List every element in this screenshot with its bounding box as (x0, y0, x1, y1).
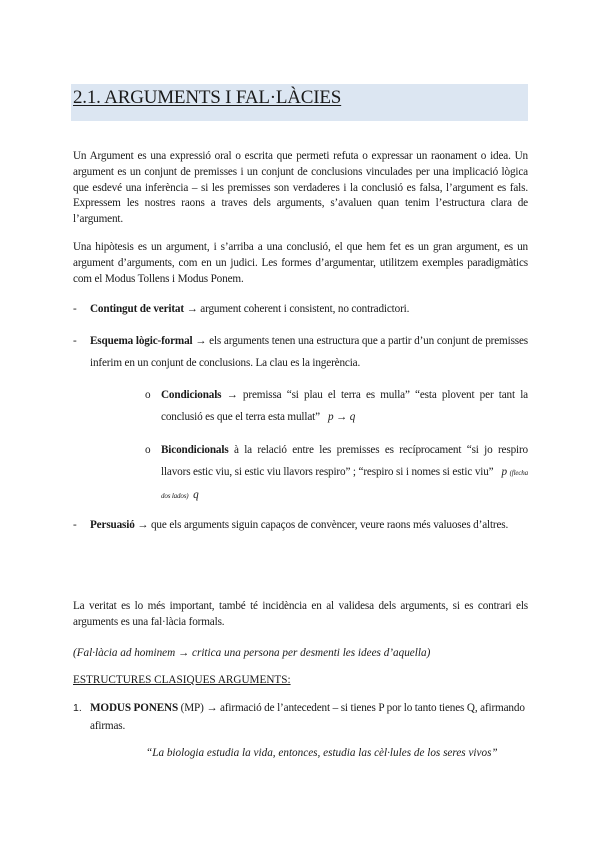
subitem (161, 384, 528, 428)
subitem-formula: p (501, 466, 507, 478)
subitem-term: Condicionals (161, 389, 222, 401)
subitem-description: à la relació entre les premisses es recíprocament “si jo respiro llavors estic viu, si estic viu llavors respiro” ; “respiro si i nomes si estic viu” (161, 444, 528, 478)
bullet-marker: - (73, 519, 77, 531)
fallacy-note: (Fal·làcia ad hominem → critica una persona per desmenti les idees d’aquella) (73, 647, 431, 659)
subitem-marker: o (145, 444, 151, 456)
hypothesis-paragraph: Una hipòtesis es un argument, i s’arriba a una conclusió, el que hem fet es un gran argument, es un argument d’arguments, com en un judici. Les formes d’argumentar, utilitzem exemples paradigmàtics com el Modus Tollens i Modus Ponem. (73, 241, 528, 285)
section-title-bar (71, 84, 528, 121)
numbered-item (90, 699, 530, 735)
bullet-marker: - (73, 303, 77, 315)
subitem-marker: o (145, 389, 151, 401)
structures-heading: ESTRUCTURES CLASIQUES ARGUMENTS: (73, 674, 291, 686)
subitem-term: Bicondicionals (161, 444, 229, 456)
numbered-term: MODUS PONENS (90, 702, 179, 714)
bullet-term: Esquema lògic-formal (90, 335, 193, 347)
section-title: 2.1. ARGUMENTS I FAL·LÀCIES (73, 87, 342, 108)
numbered-marker: 1. (73, 702, 82, 714)
bullet-item (90, 330, 528, 374)
subitem-note: (flecha dos lados) (161, 469, 528, 500)
subitem (161, 439, 528, 507)
bullet-description: → els arguments tenen una estructura que a partir d’un conjunt de premisses inferim en un conjunt de conclusions. La clau es la ingerència. (90, 335, 528, 369)
subitem-formula: p → q (327, 411, 356, 423)
intro-paragraph: Un Argument es una expressió oral o escrita que permeti refuta o expressar un raonament o idea. Un argument es un conjunt de premisses i un conjunt de conclusions vinculades per una implicació lògica que esdevé una inferència – si les premisses son verdaderes i la conclusió es falsa, l’argument es fals. Expressem les nostres raons a traves dels arguments, s’avaluen quan tenim l’estructura clara de l’argument. (73, 150, 528, 226)
subitem-formula-2: q (193, 489, 199, 501)
truth-paragraph: La veritat es lo més important, també té incidència en al validesa dels arguments, si es contrari els arguments es una fal·làcia formals. (73, 600, 528, 628)
bullet-description: → que els arguments siguin capaços de convèncer, veure raons més valuoses d’altres. (134, 519, 509, 531)
bullet-item (90, 514, 528, 536)
bullet-marker: - (73, 335, 77, 347)
bullet-description: → argument coherent i consistent, no contradictori. (183, 303, 410, 315)
numbered-description: (MP) → afirmació de l’antecedent – si tienes P por lo tanto tienes Q, afirmando afirmas. (90, 702, 525, 732)
bullet-item (90, 298, 528, 320)
bullet-term: Contingut de veritat (90, 303, 184, 315)
bullet-term: Persuasió (90, 519, 135, 531)
example-quote: “La biologia estudia la vida, entonces, estudia las cèl·lules de los seres vivos” (146, 747, 498, 759)
subitem-description: → premissa “si plau el terra es mulla” “esta plovent per tant la conclusió es que el terra esta mullat” (161, 389, 528, 423)
